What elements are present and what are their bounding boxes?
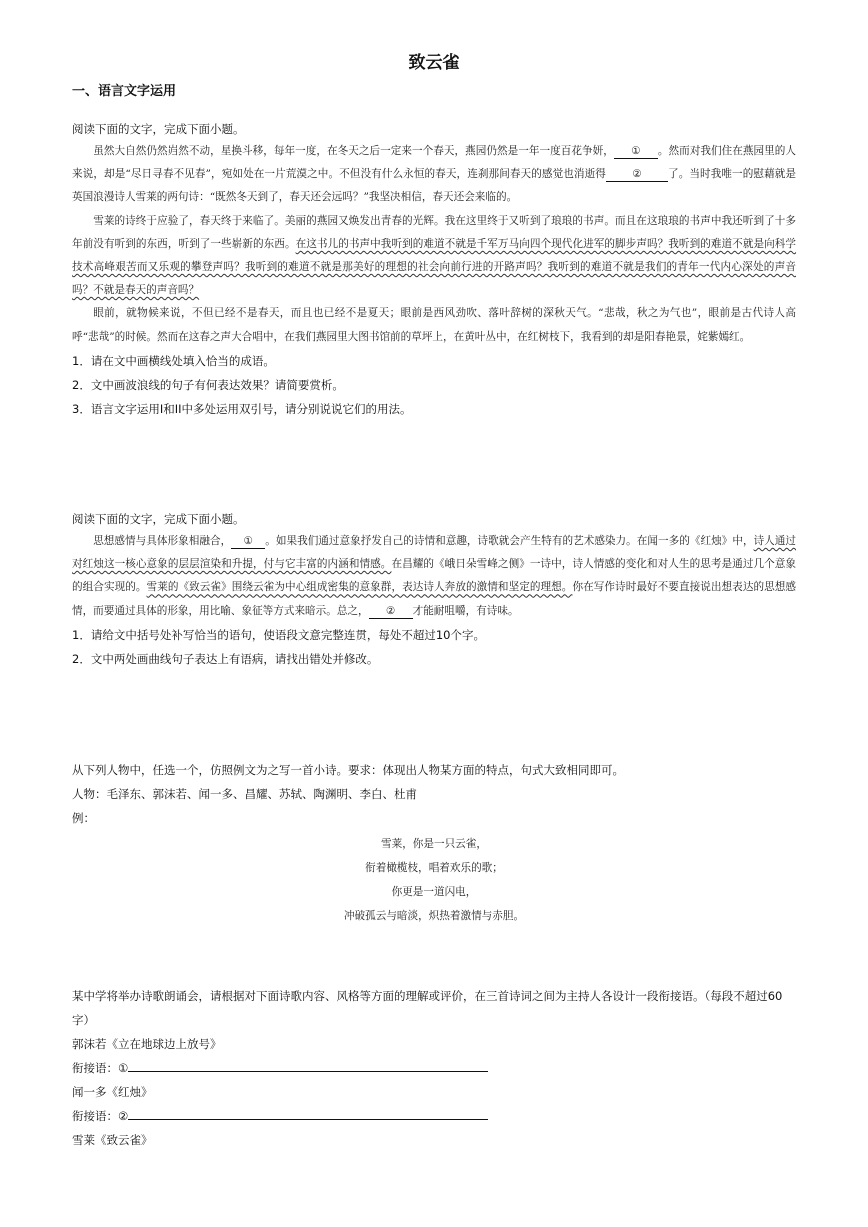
q4-link-2-label: 衔接语：② (72, 1109, 129, 1123)
question-group-3 (72, 758, 796, 928)
poem-line: 冲破孤云与暗淡，炽热着激情与赤胆。 (343, 910, 525, 922)
q2-text-d: 你在写作诗时最好不要直接说出想表达的思想感情，而要通过具体的形象，用比喻、象征等方式来暗示。总之， (72, 581, 797, 617)
q1-question-3: 3．语言文字运用I和II中多处运用双引号，请分别说说它们的用法。 (72, 401, 412, 416)
q1-p1-text-c: 了。当时我唯一的慰藉就是英国浪漫诗人雪莱的两句诗：“既然冬天到了，春天还会远吗？”我坚决相信，春天还会来临的。 (72, 168, 797, 204)
q4-answer-line-1[interactable] (128, 1059, 488, 1072)
poem-line: 雪莱，你是一只云雀， (381, 838, 487, 850)
q2-wavy-sentence-2: 雪莱的《致云雀》围绕云雀为中心组成密集的意象群，表达诗人奔放的激情和坚定的理想。 (146, 581, 573, 594)
q2-text-e: 才能耐咀嚼，有诗味。 (412, 604, 519, 617)
question-group-2 (72, 508, 796, 671)
q1-wavy-sentence: 在这书儿的书声中我听到的难道不就是千军万马向四个现代化进军的脚步声吗？我听到的难道不就是向科学技术高峰艰苦而又乐观的攀登声吗？我听到的难道不就是那美好的理想的社会向前行进的开路声吗？我听到的难道不就是我们的青年一代内心深处的声音吗？不就是春天的声音吗？ (72, 237, 797, 297)
q2-instruction: 阅读下面的文字，完成下面小题。 (72, 512, 245, 526)
q1-blank-2: ② (606, 167, 668, 182)
question-group-4 (72, 984, 796, 1152)
q3-example-poem (72, 832, 796, 928)
q1-p2-text: 雪莱的诗终于应验了，春天终于来临了。美丽的燕园又焕发出青春的光辉。我在这里终于又听到了琅琅的书声。而且在这琅琅的书声中我还听到了十多年前没有听到的东西，听到了一些崭新的东西。 (72, 214, 796, 250)
q1-paragraph-2 (72, 210, 796, 303)
q1-question-2: 2．文中画波浪线的句子有何表达效果？请简要赏析。 (72, 377, 344, 392)
q3-example-label: 例： (72, 811, 95, 825)
q4-poem-3: 雪莱《致云雀》 (72, 1133, 153, 1147)
q1-p1-text-a: 虽然大自然仍然岿然不动，星换斗移，每年一度，在冬天之后一定来一个春天，燕园仍然是一年一度百花争妍， (93, 145, 614, 157)
q1-p1-text-b: 。然而对我们住在燕园里的人来说，却是“尽日寻春不见春”，宛如处在一片荒漠之中。不但没有什么永恒的春天，连刹那间春天的感觉也消逝得 (72, 145, 796, 181)
q4-answer-line-2[interactable] (128, 1107, 488, 1120)
q2-wavy-sentence-1: 诗人通过对红烛这一核心意象的层层渲染和升提，付与它丰富的内涵和情感。 (72, 535, 797, 571)
page-title: 致云雀 (408, 53, 460, 73)
q1-blank-1: ① (614, 144, 658, 159)
q4-link-2 (72, 1104, 796, 1128)
q1-question-1: 1．请在文中画横线处填入恰当的成语。 (72, 353, 275, 368)
q3-instruction: 从下列人物中，任选一个，仿照例文为之写一首小诗。要求：体现出人物某方面的特点，句式大致相同即可。 (72, 763, 624, 777)
poem-line: 衔着橄榄枝，唱着欢乐的歌； (365, 862, 503, 874)
q2-text-a: 思想感情与具体形象相融合， (93, 535, 232, 547)
q2-text-b: 。如果我们通过意象抒发自己的诗情和意趣，诗歌就会产生特有的艺术感染力。在闻一多的《红烛》中， (265, 535, 754, 547)
q2-blank-2: ② (369, 604, 413, 619)
q3-people: 人物：毛泽东、郭沫若、闻一多、昌耀、苏轼、陶渊明、李白、杜甫 (72, 787, 417, 801)
poem-line: 你更是一道闪电， (391, 886, 477, 898)
q4-link-1-label: 衔接语：① (72, 1061, 129, 1075)
q4-link-1 (72, 1056, 796, 1080)
q4-instruction: 某中学将举办诗歌朗诵会，请根据对下面诗歌内容、风格等方面的理解或评价，在三首诗词之间为主持人各设计一段衔接语。（每段不超过60字） (72, 989, 783, 1027)
q2-question-1: 1．请给文中括号处补写恰当的语句，使语段文意完整连贯，每处不超过10个字。 (72, 627, 485, 642)
q1-paragraph-3: 眼前，就物候来说，不但已经不是春天，而且也已经不是夏天；眼前是西风劲吹、落叶辞树的深秋天气。“悲哉，秋之为气也”，眼前是古代诗人高呼“悲哉”的时候。然而在这春之声大合唱中，在我们燕园里大图书馆前的草坪上，在黄叶丛中，在红树枝下，我看到的却是阳春艳景，姹紫嫣红。 (72, 307, 796, 343)
q4-poem-2: 闻一多《红烛》 (72, 1085, 153, 1099)
q1-paragraph-1 (72, 140, 796, 210)
q2-text-c: 在昌耀的《峨日朵雪峰之侧》一诗中，诗人情感的变化和对人生的思考是通过几个意象的组合实现的。 (72, 558, 796, 594)
q2-question-2: 2．文中两处画曲线句子表达上有语病，请找出错处并修改。 (72, 651, 379, 666)
section-heading: 一、语言文字运用 (72, 84, 177, 99)
question-group-1 (72, 118, 796, 421)
q4-poem-1: 郭沫若《立在地球边上放号》 (72, 1037, 222, 1051)
q2-paragraph (72, 530, 796, 623)
q1-instruction: 阅读下面的文字，完成下面小题。 (72, 122, 245, 136)
q2-blank-1: ① (231, 534, 265, 549)
